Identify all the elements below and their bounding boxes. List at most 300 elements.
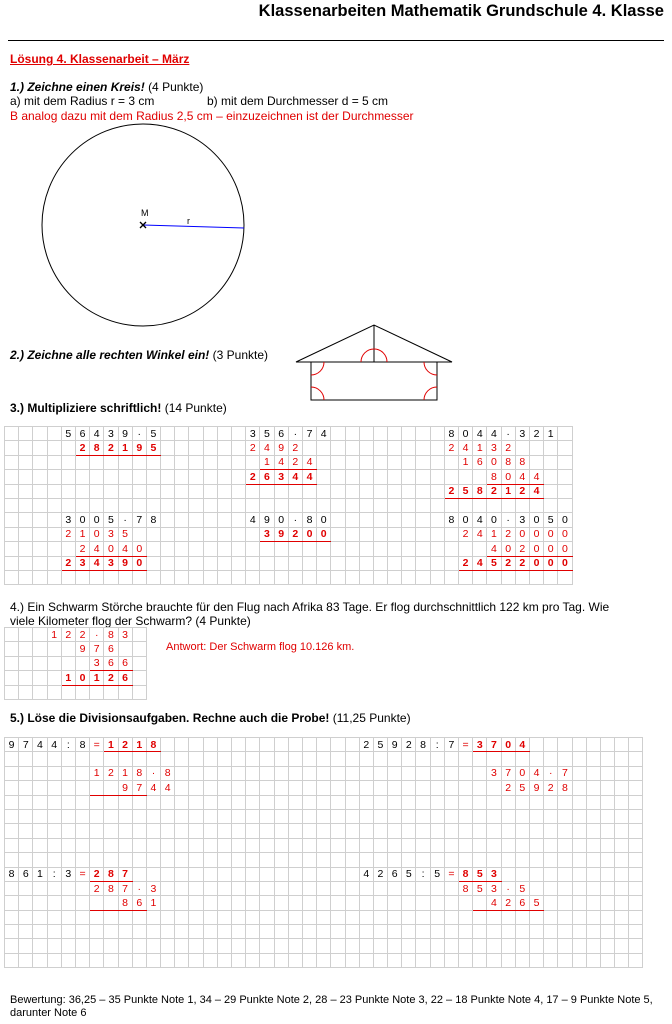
grid-cell: 8	[459, 881, 473, 895]
grid-cell: ·	[501, 427, 515, 441]
grid-cell	[47, 752, 61, 766]
grid-cell: 3	[515, 513, 529, 527]
grid-cell	[600, 838, 614, 852]
grid-cell	[146, 484, 160, 498]
grid-cell: 2	[515, 484, 529, 498]
grid-cell	[402, 838, 416, 852]
grid-cell	[331, 881, 345, 895]
grid-cell	[61, 642, 75, 656]
grid-cell	[104, 781, 118, 795]
grid-cell	[558, 881, 572, 895]
grid-cell	[260, 925, 274, 939]
grid-cell	[600, 781, 614, 795]
grid-cell	[288, 570, 302, 584]
grid-cell	[232, 910, 246, 924]
grid-cell	[331, 542, 345, 556]
grid-cell	[260, 881, 274, 895]
grid-cell	[232, 427, 246, 441]
grid-cell	[430, 752, 444, 766]
grid-cell	[600, 738, 614, 752]
grid-cell: 8	[302, 513, 316, 527]
grid-cell	[217, 809, 231, 823]
grid-cell	[373, 570, 387, 584]
grid-cell	[487, 570, 501, 584]
grid-cell	[345, 809, 359, 823]
grid-cell	[402, 910, 416, 924]
grid-cell: 7	[90, 642, 104, 656]
grid-cell	[47, 642, 61, 656]
grid-cell	[132, 628, 146, 642]
grid-cell: ·	[146, 766, 160, 780]
radius-line	[143, 225, 244, 228]
grid-cell	[47, 853, 61, 867]
grid-row	[5, 939, 643, 953]
grid-cell	[189, 738, 203, 752]
grid-cell: 3	[274, 470, 288, 484]
grid-cell	[402, 542, 416, 556]
task3-points: (14 Punkte)	[164, 401, 227, 415]
grid-cell	[203, 766, 217, 780]
grid-cell	[600, 910, 614, 924]
grid-cell: 1	[132, 738, 146, 752]
grid-cell	[359, 441, 373, 455]
grid-cell	[61, 752, 75, 766]
grid-cell	[90, 824, 104, 838]
grid-cell: 2	[75, 628, 89, 642]
grid-cell	[132, 527, 146, 541]
grid-cell	[515, 809, 529, 823]
grid-cell	[33, 752, 47, 766]
grid-cell	[75, 766, 89, 780]
grid-cell	[61, 896, 75, 910]
grid-cell	[317, 556, 331, 570]
grid-cell	[629, 925, 643, 939]
grid-cell	[388, 853, 402, 867]
grid-cell: ·	[501, 513, 515, 527]
grid-cell	[402, 781, 416, 795]
grid-cell	[558, 455, 572, 469]
grid-cell	[47, 671, 61, 685]
grid-cell	[246, 455, 260, 469]
grid-cell	[246, 925, 260, 939]
grid-cell	[317, 881, 331, 895]
grid-cell	[33, 939, 47, 953]
grid-cell	[132, 953, 146, 967]
grid-cell	[473, 470, 487, 484]
grid-cell	[473, 781, 487, 795]
grid-cell	[132, 484, 146, 498]
grid-cell	[104, 824, 118, 838]
grid-cell	[19, 685, 33, 699]
grid-cell: 3	[104, 427, 118, 441]
grid-cell	[161, 738, 175, 752]
grid-cell	[487, 910, 501, 924]
grid-cell	[430, 766, 444, 780]
grid-cell	[558, 470, 572, 484]
grid-cell: 4	[90, 427, 104, 441]
grid-cell	[217, 527, 231, 541]
grid-cell	[175, 838, 189, 852]
grid-cell	[302, 570, 316, 584]
grid-cell	[260, 795, 274, 809]
grid-cell	[260, 824, 274, 838]
grid-cell	[19, 853, 33, 867]
grid-cell	[373, 838, 387, 852]
grid-cell: 8	[75, 738, 89, 752]
grid-cell: 2	[444, 441, 458, 455]
grid-cell: 6	[388, 867, 402, 881]
grid-cell	[558, 498, 572, 512]
grid-cell	[586, 867, 600, 881]
grid-cell	[572, 781, 586, 795]
grid-cell: 5	[104, 513, 118, 527]
grid-cell	[132, 685, 146, 699]
grid-cell: 5	[61, 427, 75, 441]
grid-cell	[33, 570, 47, 584]
grid-cell	[529, 441, 543, 455]
grid-cell	[430, 527, 444, 541]
grid-cell: 5	[373, 738, 387, 752]
grid-cell	[175, 781, 189, 795]
grid-cell	[232, 795, 246, 809]
grid-cell: 6	[118, 656, 132, 670]
grid-cell	[47, 484, 61, 498]
grid-cell	[203, 867, 217, 881]
grid-cell	[317, 570, 331, 584]
grid-cell	[572, 953, 586, 967]
grid-cell	[373, 441, 387, 455]
grid-cell	[232, 867, 246, 881]
grid-cell	[90, 484, 104, 498]
grid-cell	[373, 939, 387, 953]
grid-cell	[331, 427, 345, 441]
grid-cell	[260, 781, 274, 795]
grid-cell	[402, 484, 416, 498]
grid-cell	[302, 542, 316, 556]
grid-cell	[19, 896, 33, 910]
grid-cell	[189, 441, 203, 455]
grid-cell	[501, 809, 515, 823]
grid-cell	[558, 738, 572, 752]
grid-cell	[345, 542, 359, 556]
grid-cell	[430, 910, 444, 924]
grid-cell	[586, 896, 600, 910]
grid-cell	[90, 752, 104, 766]
grid-cell: 0	[274, 513, 288, 527]
grid-cell	[444, 809, 458, 823]
grid-cell	[345, 470, 359, 484]
grid-cell	[373, 881, 387, 895]
grid-cell: 0	[544, 556, 558, 570]
grid-cell	[288, 484, 302, 498]
grid-cell: 9	[5, 738, 19, 752]
grid-cell	[444, 556, 458, 570]
grid-cell	[430, 455, 444, 469]
grid-cell	[444, 953, 458, 967]
grid-cell	[345, 896, 359, 910]
grid-cell: 6	[260, 470, 274, 484]
grid-cell	[615, 781, 629, 795]
grid-cell	[586, 910, 600, 924]
grid-cell	[373, 513, 387, 527]
grid-cell	[232, 527, 246, 541]
grid-cell	[146, 542, 160, 556]
grid-cell: 4	[459, 441, 473, 455]
grid-cell	[61, 570, 75, 584]
grid-cell	[232, 838, 246, 852]
grid-cell	[331, 455, 345, 469]
grid-cell	[146, 556, 160, 570]
grid-cell: 2	[75, 542, 89, 556]
grid-cell: 1	[260, 455, 274, 469]
grid-cell	[104, 910, 118, 924]
grid-cell	[416, 881, 430, 895]
grid-row	[5, 671, 147, 685]
grid-cell	[189, 527, 203, 541]
grid-cell	[388, 838, 402, 852]
grid-cell	[217, 738, 231, 752]
grid-cell	[5, 781, 19, 795]
grid-cell	[558, 795, 572, 809]
grid-cell	[33, 656, 47, 670]
grid-cell	[359, 455, 373, 469]
grid-cell	[288, 556, 302, 570]
grid-cell	[19, 513, 33, 527]
grid-cell	[302, 881, 316, 895]
grid-cell	[146, 498, 160, 512]
grid-cell	[544, 910, 558, 924]
task3-grid	[4, 426, 573, 585]
task2-points: (3 Punkte)	[212, 348, 268, 362]
grid-cell	[132, 656, 146, 670]
grid-cell	[175, 824, 189, 838]
grid-cell	[47, 766, 61, 780]
grid-cell	[302, 738, 316, 752]
grid-cell: ·	[501, 881, 515, 895]
grid-cell	[274, 896, 288, 910]
grid-cell	[345, 455, 359, 469]
grid-cell	[388, 527, 402, 541]
grid-cell	[317, 867, 331, 881]
grid-cell	[175, 867, 189, 881]
grid-cell	[501, 910, 515, 924]
grid-cell	[161, 556, 175, 570]
grid-cell	[345, 766, 359, 780]
grid-cell	[217, 795, 231, 809]
grid-cell	[104, 925, 118, 939]
grid-row	[5, 809, 643, 823]
grid-cell	[260, 939, 274, 953]
grid-row	[5, 427, 573, 441]
grid-cell	[161, 867, 175, 881]
grid-cell	[232, 781, 246, 795]
grid-cell: 4	[246, 513, 260, 527]
grid-cell	[118, 824, 132, 838]
grid-cell	[600, 896, 614, 910]
grid-cell	[118, 570, 132, 584]
grid-cell	[558, 853, 572, 867]
grid-cell	[487, 795, 501, 809]
grid-cell	[317, 766, 331, 780]
grid-cell	[629, 795, 643, 809]
grid-cell	[586, 925, 600, 939]
grid-cell	[274, 752, 288, 766]
grid-cell	[373, 542, 387, 556]
grid-cell: 0	[558, 542, 572, 556]
grid-cell	[33, 628, 47, 642]
grid-cell	[416, 527, 430, 541]
task3-title: 3.) Multipliziere schriftlich!	[10, 401, 162, 415]
grid-cell	[515, 867, 529, 881]
grid-cell: 4	[473, 556, 487, 570]
grid-cell	[175, 513, 189, 527]
grid-cell	[19, 642, 33, 656]
grid-cell	[558, 809, 572, 823]
grid-cell	[5, 542, 19, 556]
grid-cell	[19, 656, 33, 670]
grid-cell	[232, 556, 246, 570]
grid-cell	[288, 853, 302, 867]
grid-cell	[260, 838, 274, 852]
grid-cell	[402, 809, 416, 823]
grid-cell	[175, 752, 189, 766]
task3-heading	[10, 401, 227, 415]
grid-cell	[203, 939, 217, 953]
grid-cell: 2	[90, 867, 104, 881]
grid-cell	[388, 513, 402, 527]
grid-cell	[487, 939, 501, 953]
grid-cell	[146, 910, 160, 924]
grid-cell	[615, 738, 629, 752]
grid-cell: 2	[515, 542, 529, 556]
grid-cell	[175, 484, 189, 498]
grid-cell	[61, 542, 75, 556]
grid-cell	[459, 809, 473, 823]
grid-cell	[317, 853, 331, 867]
grid-cell	[558, 427, 572, 441]
grid-row	[5, 781, 643, 795]
grid-cell	[175, 953, 189, 967]
grid-cell	[5, 896, 19, 910]
grid-cell	[444, 766, 458, 780]
grid-cell	[317, 838, 331, 852]
grid-cell	[260, 570, 274, 584]
grid-cell	[104, 809, 118, 823]
grid-cell	[288, 925, 302, 939]
task5-grid	[4, 737, 643, 968]
grid-cell	[161, 484, 175, 498]
grid-cell	[146, 925, 160, 939]
grid-cell: 0	[132, 542, 146, 556]
grid-cell	[260, 853, 274, 867]
grid-cell: ·	[288, 513, 302, 527]
grid-cell	[175, 441, 189, 455]
grid-cell	[331, 824, 345, 838]
grid-cell	[189, 781, 203, 795]
grid-cell	[75, 570, 89, 584]
grid-cell	[388, 925, 402, 939]
grid-cell	[203, 470, 217, 484]
grid-cell	[260, 484, 274, 498]
grid-cell	[529, 455, 543, 469]
grid-cell	[47, 441, 61, 455]
grid-cell: 7	[444, 738, 458, 752]
grid-cell	[203, 896, 217, 910]
grid-cell	[558, 953, 572, 967]
grid-cell	[572, 838, 586, 852]
grid-cell	[175, 853, 189, 867]
grid-cell	[600, 939, 614, 953]
task4-answer: Antwort: Der Schwarm flog 10.126 km.	[166, 641, 355, 653]
grid-cell: 4	[487, 896, 501, 910]
grid-cell	[359, 809, 373, 823]
grid-cell	[19, 766, 33, 780]
grid-cell	[416, 752, 430, 766]
grid-cell	[444, 881, 458, 895]
grid-cell	[572, 867, 586, 881]
grid-cell	[274, 824, 288, 838]
grid-cell	[175, 910, 189, 924]
grid-cell	[515, 925, 529, 939]
grid-cell: 4	[515, 470, 529, 484]
grid-cell	[217, 824, 231, 838]
grid-cell	[600, 752, 614, 766]
grid-cell: 2	[75, 441, 89, 455]
grid-cell	[388, 953, 402, 967]
grid-cell	[132, 570, 146, 584]
grid-cell	[345, 925, 359, 939]
solution-title: Lösung 4. Klassenarbeit – März	[10, 52, 190, 66]
grid-cell	[487, 853, 501, 867]
grid-cell	[430, 824, 444, 838]
grid-cell	[402, 441, 416, 455]
task5-points: (11,25 Punkte)	[332, 711, 411, 725]
grid-cell: 0	[132, 556, 146, 570]
grid-cell	[345, 939, 359, 953]
grid-cell	[629, 809, 643, 823]
grid-cell	[402, 570, 416, 584]
grid-cell	[544, 824, 558, 838]
grid-row	[5, 556, 573, 570]
center-label: M	[141, 208, 149, 218]
grid-cell	[33, 910, 47, 924]
grid-cell	[586, 781, 600, 795]
grid-cell	[246, 881, 260, 895]
grid-cell	[331, 795, 345, 809]
grid-cell	[345, 484, 359, 498]
grid-cell: 2	[246, 441, 260, 455]
grid-cell	[161, 498, 175, 512]
grid-cell	[232, 881, 246, 895]
grid-cell	[132, 853, 146, 867]
grid-cell	[586, 809, 600, 823]
grid-cell	[274, 867, 288, 881]
grid-cell	[416, 853, 430, 867]
grid-cell	[317, 484, 331, 498]
grid-cell: 2	[359, 738, 373, 752]
grid-cell	[331, 513, 345, 527]
grid-cell	[132, 809, 146, 823]
grid-cell	[189, 867, 203, 881]
grid-cell: 5	[260, 427, 274, 441]
grid-cell	[189, 556, 203, 570]
grid-cell	[600, 881, 614, 895]
grid-cell	[61, 795, 75, 809]
grid-cell: 8	[416, 738, 430, 752]
grid-cell	[47, 953, 61, 967]
grid-cell: 6	[104, 642, 118, 656]
grid-cell	[615, 910, 629, 924]
